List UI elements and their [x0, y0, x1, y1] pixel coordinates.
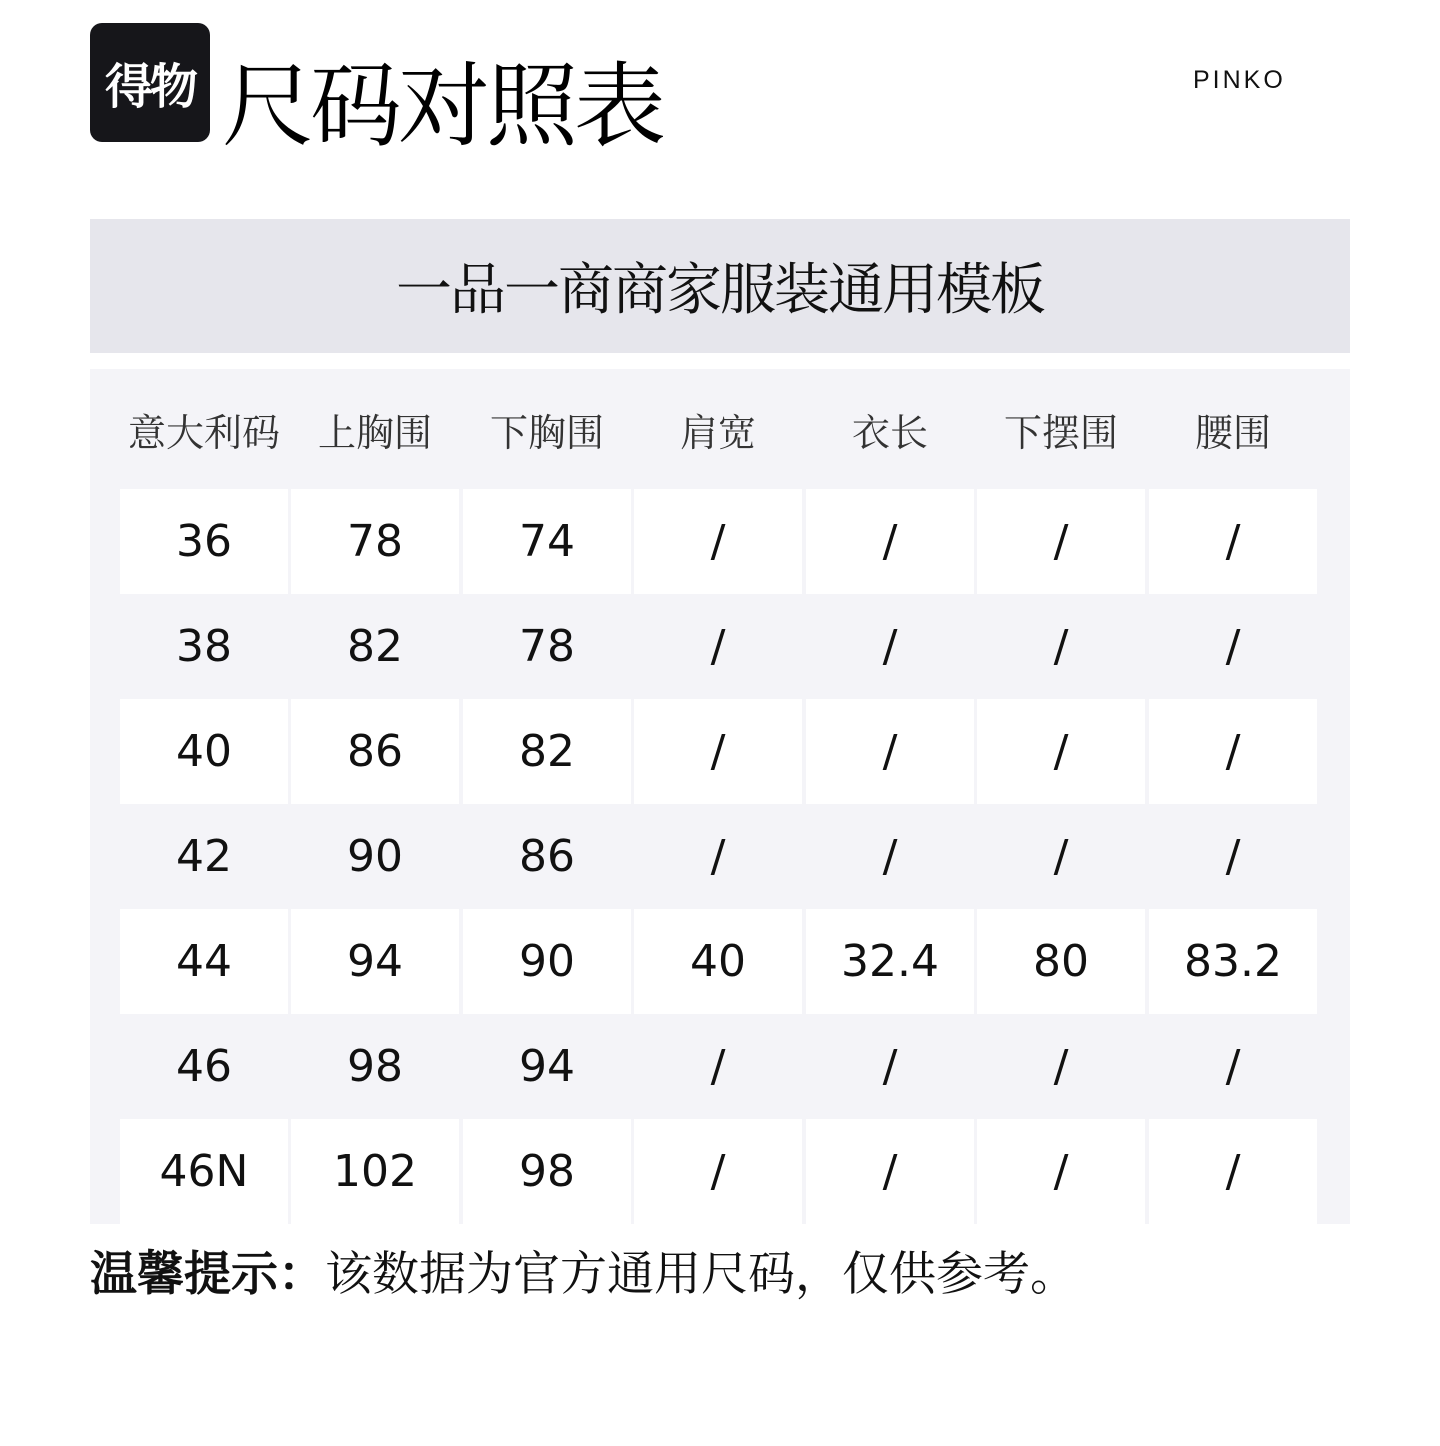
tip-text: 该数据为官方通用尺码，仅供参考。 — [325, 1247, 1077, 1302]
table-cell: / — [1053, 621, 1069, 672]
table-cell: 40 — [120, 699, 288, 804]
table-cell: 90 — [347, 831, 403, 882]
table-cell: 74 — [463, 489, 631, 594]
table-cell: / — [806, 489, 974, 594]
table-row — [120, 804, 1317, 909]
table-cell: 44 — [120, 909, 288, 1014]
dewu-logo — [90, 23, 210, 142]
size-table — [90, 369, 1350, 1224]
template-banner — [90, 219, 1350, 353]
brand-name: PINKO — [1193, 66, 1286, 94]
table-cell: / — [977, 489, 1145, 594]
table-cell: / — [1225, 831, 1241, 882]
table-cell: / — [710, 1041, 726, 1092]
table-cell: / — [634, 1119, 802, 1224]
table-cell: / — [710, 621, 726, 672]
table-cell: / — [1149, 1119, 1317, 1224]
tip-label: 温馨提示： — [90, 1247, 325, 1302]
table-row — [120, 1119, 1317, 1224]
table-cell: / — [882, 621, 898, 672]
logo-text: 得物 — [104, 59, 195, 115]
table-cell: / — [1225, 621, 1241, 672]
table-row — [120, 909, 1317, 1014]
column-header: 下胸围 — [489, 410, 604, 455]
table-cell: 98 — [463, 1119, 631, 1224]
table-cell: 94 — [519, 1041, 575, 1092]
table-cell: 98 — [347, 1041, 403, 1092]
table-cell: 83.2 — [1149, 909, 1317, 1014]
table-cell: 86 — [519, 831, 575, 882]
table-cell: / — [634, 699, 802, 804]
column-header: 腰围 — [1194, 410, 1271, 455]
table-cell: / — [1149, 489, 1317, 594]
table-cell: 82 — [463, 699, 631, 804]
table-cell: / — [882, 1041, 898, 1092]
column-header: 意大利码 — [127, 410, 280, 455]
table-cell: 78 — [519, 621, 575, 672]
table-cell: / — [977, 1119, 1145, 1224]
table-cell: 38 — [176, 621, 232, 672]
column-header: 上胸围 — [317, 410, 432, 455]
table-row — [120, 489, 1317, 594]
table-cell: 78 — [291, 489, 459, 594]
column-header: 衣长 — [851, 410, 928, 455]
table-cell: 36 — [120, 489, 288, 594]
table-cell: / — [1225, 1041, 1241, 1092]
table-cell: 46N — [120, 1119, 288, 1224]
table-cell: / — [710, 831, 726, 882]
table-cell: / — [806, 699, 974, 804]
page-title: 尺码对照表 — [222, 53, 663, 160]
column-header: 肩宽 — [679, 410, 756, 455]
table-cell: / — [634, 489, 802, 594]
table-cell: / — [1149, 699, 1317, 804]
table-row — [120, 1014, 1317, 1119]
table-row — [120, 594, 1317, 699]
table-cell: / — [882, 831, 898, 882]
table-cell: 80 — [977, 909, 1145, 1014]
table-row — [120, 699, 1317, 804]
table-cell: 86 — [291, 699, 459, 804]
table-cell: 32.4 — [806, 909, 974, 1014]
column-header: 下摆围 — [1003, 410, 1118, 455]
table-cell: / — [806, 1119, 974, 1224]
table-cell: 82 — [347, 621, 403, 672]
table-cell: 94 — [291, 909, 459, 1014]
table-cell: 90 — [463, 909, 631, 1014]
table-cell: 46 — [176, 1041, 232, 1092]
table-cell: 42 — [176, 831, 232, 882]
table-cell: / — [1053, 831, 1069, 882]
table-cell: 40 — [634, 909, 802, 1014]
table-cell: 102 — [291, 1119, 459, 1224]
table-cell: / — [1053, 1041, 1069, 1092]
template-banner-text: 一品一商商家服装通用模板 — [396, 258, 1044, 323]
tip-note — [90, 1243, 1077, 1307]
table-cell: / — [977, 699, 1145, 804]
